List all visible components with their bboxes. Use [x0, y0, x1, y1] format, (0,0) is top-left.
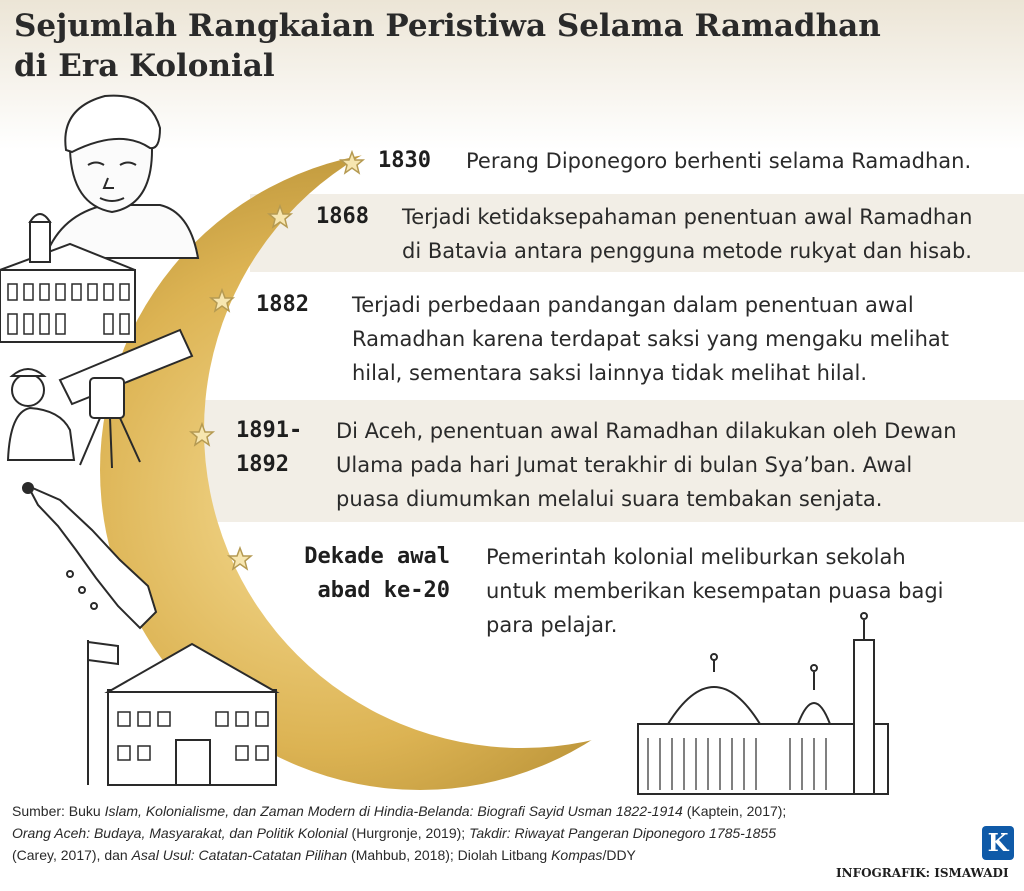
page-title: [14, 6, 914, 86]
event-year: Dekade awal abad ke-20: [304, 544, 450, 603]
event-text: Perang Diponegoro berhenti selama Ramadhan.: [466, 149, 972, 173]
source-book: Takdir: Riwayat Pangeran Diponegoro 1785-1855: [469, 825, 776, 841]
event-text: Terjadi perbedaan pandangan dalam penentuan awal Ramadhan karena terdapat saksi yang mengaku melihat hilal, sementara saksi lainnya tidak melihat hilal.: [352, 293, 950, 385]
source-text: (Carey, 2017), dan: [12, 847, 132, 863]
event-year: 1882: [256, 292, 309, 317]
title-line: Sejumlah Rangkaian Peristiwa Selama Ramadhan: [14, 8, 881, 44]
event-text: Pemerintah kolonial meliburkan sekolah untuk memberikan kesempatan puasa bagi para pelajar.: [486, 545, 944, 637]
event-text: Terjadi ketidaksepahaman penentuan awal Ramadhan di Batavia antara pengguna metode rukyat dan hisab.: [402, 205, 973, 263]
source-text: (Hurgronje, 2019);: [347, 825, 470, 841]
source-text: (Mahbub, 2018); Diolah Litbang: [347, 847, 552, 863]
title-line: di Era Kolonial: [14, 48, 275, 84]
source-note: [12, 800, 912, 866]
event-text: Di Aceh, penentuan awal Ramadhan dilakukan oleh Dewan Ulama pada hari Jumat terakhir di bulan Sya’ban. Awal puasa diumumkan melalui suara tembakan senjata.: [336, 419, 957, 511]
source-book: Orang Aceh: Budaya, Masyarakat, dan Politik Kolonial: [12, 825, 348, 841]
source-text: (Kaptein, 2017);: [682, 803, 787, 819]
source-text: Sumber: Buku: [12, 803, 105, 819]
source-book: Islam, Kolonialisme, dan Zaman Modern di Hindia-Belanda: Biografi Sayid Usman 1822-1914: [104, 803, 683, 819]
kompas-logo: K: [982, 826, 1014, 860]
source-book: Asal Usul: Catatan-Catatan Pilihan: [131, 847, 348, 863]
event-year: 1830: [378, 148, 431, 173]
event-year: 1868: [316, 204, 369, 229]
infographic-credit: INFOGRAFIK: ISMAWADI: [836, 866, 1009, 880]
event-year: 1891- 1892: [236, 418, 303, 477]
source-book: Kompas: [551, 847, 603, 863]
source-text: /DDY: [602, 847, 636, 863]
